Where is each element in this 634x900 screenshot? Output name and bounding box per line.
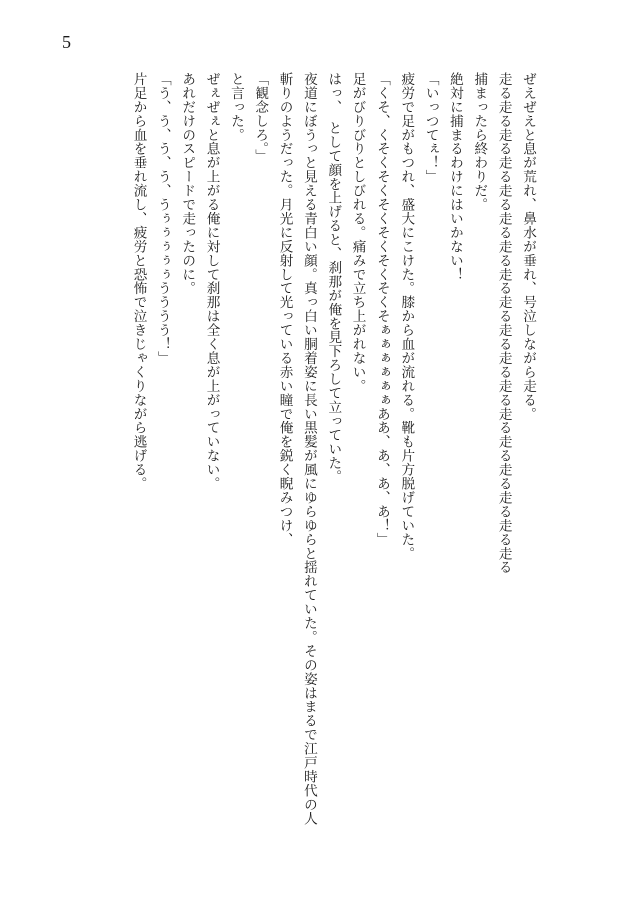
text-line: 「観念しろ。」: [252, 72, 269, 163]
text-line: 「くそ、くそくそくそくそくそくそくそぁぁぁぁぁぁああ、あ、あ、あ！」: [373, 72, 390, 547]
text-line: 夜道にぼうっと見える青白い顔。真っ白い胴着姿に長い黒髪が風にゆらゆらと揺れていた。その姿はまるで江戸時代の人: [300, 72, 317, 826]
text-line: あれだけのスピードで走ったのに。: [179, 72, 196, 296]
text-line: 「う、う、う、う、うぅぅぅぅぅうううう！」: [154, 72, 171, 365]
page-number: 5: [62, 32, 71, 52]
text-line: 足がびりびりとしびれる。痛みで立ち上がれない。: [349, 72, 366, 393]
text-line: と言った。: [227, 72, 244, 142]
text-line: 斬りのようだった。月光に反射して光っている赤い瞳で俺を鋭く睨みつけ、: [276, 72, 293, 547]
text-line: ぜえぜえと息が荒れ、鼻水が垂れ、号泣しながら走る。: [520, 72, 536, 421]
text-line: ぜぇぜぇと息が上がる俺に対して刹那は全く息が上がっていない。: [203, 72, 220, 491]
text-line: 「いっつてぇ！」: [422, 72, 439, 184]
text-line: 疲労で足がもつれ、盛大にこけた。膝から血が流れる。靴も片方脱げていた。: [398, 72, 415, 561]
text-line: 片足から血を垂れ流し、疲労と恐怖で泣きじゃくりながら逃げる。: [130, 72, 147, 491]
text-line: 走る走る走る走る走る走る走る走る走る走る走る走る走る走る走る走る走る走る: [495, 72, 512, 575]
text-line: はっ、 として顔を上げると、刹那が俺を見下ろして立っていた。: [325, 72, 342, 484]
novel-text-body: [126, 72, 540, 872]
text-line: 絶対に捕まるわけにはいかない！: [446, 72, 463, 282]
text-line: 捕まったら終わりだ。: [471, 72, 488, 212]
